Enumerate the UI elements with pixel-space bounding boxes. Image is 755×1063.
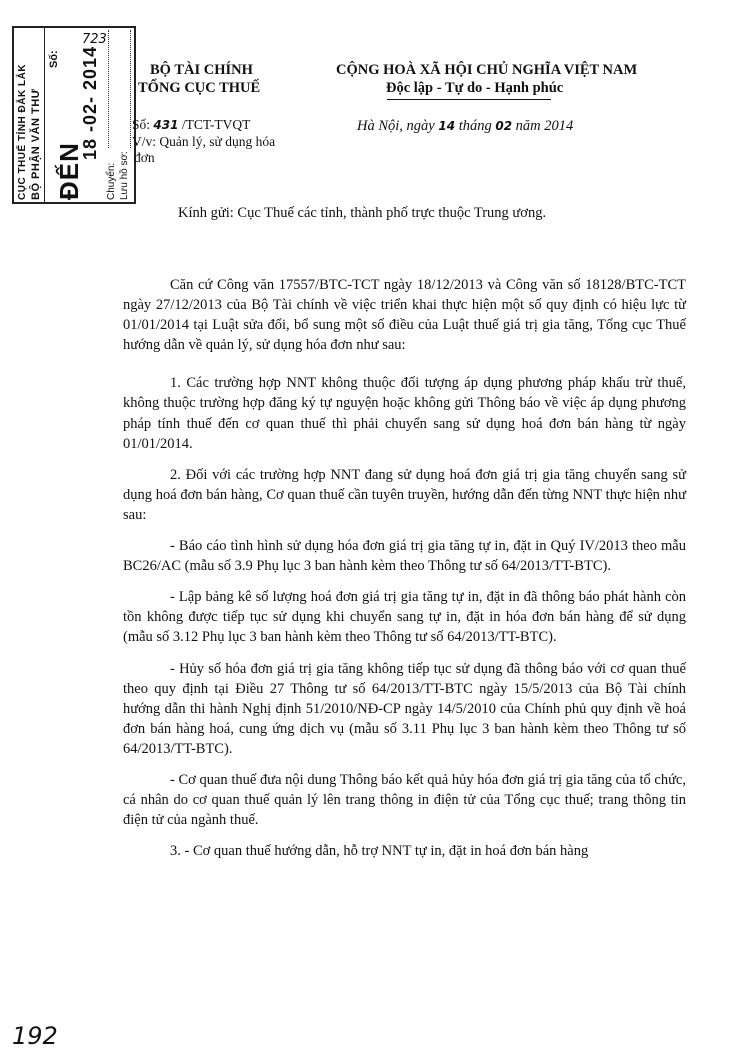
document-number-prefix: Số:	[132, 117, 151, 132]
paragraph-bullet-2: - Lập bảng kê số lượng hoá đơn giá trị gia tăng tự in, đặt in đã thông báo phát hành còn tồn không được tiếp tục sử dụng khi chuyển sang tự in, đặt in hóa đơn bán hàng để sử dụng (mẫu số 3.12 Phụ lục 3 ban hành kèm theo Thông tư số 64/2013/TT-BTC).	[123, 589, 686, 646]
national-motto: Độc lập - Tự do - Hạnh phúc	[386, 80, 564, 96]
stamp-routing	[104, 28, 134, 202]
incoming-stamp	[12, 26, 136, 204]
stamp-den-label: ĐẾN	[54, 142, 84, 200]
date-month-label: tháng	[458, 118, 492, 134]
handwritten-page-mark: 192	[12, 1022, 58, 1050]
stamp-chuyen-label: Chuyển:	[106, 162, 117, 200]
paragraph-bullet-3: - Hủy số hóa đơn giá trị gia tăng không tiếp tục sử dụng đã thông báo với cơ quan thuế theo quy định tại Điều 27 Thông tư số 64/2013/TT-BTC ngày 15/5/2013 của Bộ Tài chính hướng dẫn thi hành Nghị định 51/2010/NĐ-CP ngày 14/5/2010 của Chính phủ quy định về hoá đơn bán hàng hoá, cung ứng dịch vụ (mẫu số 3.11 Phụ lục 3 ban hành kèm theo Thông tư số 64/2013/TT-BTC).	[123, 660, 686, 757]
subject-line-1: V/v: Quản lý, sử dụng hóa	[132, 134, 276, 149]
stamp-luu-label: Lưu hồ sơ:	[119, 151, 130, 200]
stamp-so-label: Số:	[48, 50, 60, 68]
issue-date	[357, 118, 573, 135]
stamp-agency: CỤC THUẾ TỈNH ĐẮK LẮK	[17, 63, 28, 200]
letter-body	[123, 275, 686, 872]
subject-line-2: đơn	[134, 150, 155, 165]
stamp-department: BỘ PHẬN VĂN THƯ	[30, 88, 42, 200]
stamp-divider	[44, 28, 45, 202]
stamp-dotted-line	[108, 30, 109, 148]
stamp-received-date: 18 -02- 2014	[80, 45, 100, 160]
national-title: CỘNG HOÀ XÃ HỘI CHỦ NGHĨA VIỆT NAM	[336, 62, 638, 78]
date-month: 02	[495, 119, 513, 133]
paragraph-item-1: 1. Các trường hợp NNT không thuộc đối tượng áp dụng phương pháp khấu trừ thuế, không thuộc trường hợp đăng ký tự nguyện hoặc không gửi Thông báo về việc áp dụng phương pháp tính thuế đến cơ quan thuế thì phải chuyển sang sử dụng hoá đơn bán hàng từ ngày 01/01/2014.	[123, 375, 686, 452]
motto-underline	[387, 99, 551, 100]
paragraph-intro: Căn cứ Công văn 17557/BTC-TCT ngày 18/12/2013 và Công văn số 18128/BTC-TCT ngày 27/12/2013 của Bộ Tài chính về việc triển khai thực hiện một số quy định có hiệu lực từ 01/01/2014 tại Luật sửa đổi, bổ sung một số điều của Luật thuế giá trị gia tăng, Tổng cục Thuế hướng dẫn về quản lý, sử dụng hóa đơn như sau:	[123, 277, 686, 354]
document-number-handwritten: 431	[153, 118, 179, 132]
ministry-name: BỘ TÀI CHÍNH	[150, 62, 253, 78]
paragraph-bullet-4: - Cơ quan thuế đưa nội dung Thông báo kết quả hủy hóa đơn giá trị gia tăng của tổ chức, cá nhân do cơ quan thuế quản lý lên trang thông in điện tử của Tổng cục thuế; trang thông tin điện tử của ngành thuế.	[123, 771, 686, 829]
stamp-dotted-line	[130, 30, 131, 148]
stamp-main	[46, 28, 106, 202]
department-name: TỔNG CỤC THUẾ	[138, 80, 261, 96]
date-year: năm 2014	[515, 118, 574, 134]
paragraph-item-2: 2. Đối với các trường hợp NNT đang sử dụng hoá đơn giá trị gia tăng chuyển sang sử dụng hoá đơn bán hàng, Cơ quan thuế cần tuyên truyền, hướng dẫn đến từng NNT thực hiện như sau:	[123, 466, 686, 523]
date-place: Hà Nội, ngày	[357, 118, 435, 134]
document-number-suffix: /TCT-TVQT	[181, 117, 251, 132]
salutation: Kính gửi: Cục Thuế các tỉnh, thành phố trực thuộc Trung ương.	[178, 205, 547, 221]
paragraph-bullet-1: - Báo cáo tình hình sử dụng hóa đơn giá trị gia tăng tự in, đặt in Quý IV/2013 theo mẫu BC26/AC (mẫu số 3.9 Phụ lục 3 ban hành kèm theo Thông tư số 64/2013/TT-BTC).	[123, 538, 686, 575]
paragraph-item-3: 3. - Cơ quan thuế hướng dẫn, hỗ trợ NNT tự in, đặt in hoá đơn bán hàng	[170, 843, 589, 860]
stamp-number: 723	[82, 32, 107, 47]
stamp-agency-column	[17, 28, 45, 200]
date-day: 14	[438, 119, 456, 133]
document-number	[132, 117, 250, 133]
